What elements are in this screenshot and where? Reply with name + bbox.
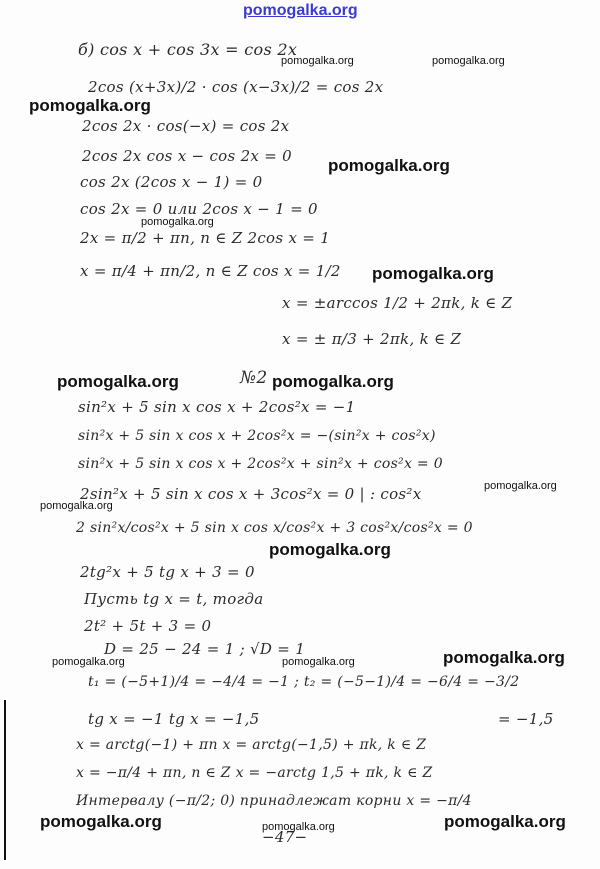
p2-line-1: sin²x + 5 sin x cos x + 2cos²x = −1 <box>78 398 356 416</box>
watermark: pomogalka.org <box>262 821 335 833</box>
watermark: pomogalka.org <box>272 372 394 391</box>
p2-line-4: 2sin²x + 5 sin x cos x + 3cos²x = 0 | : cos²x <box>80 485 422 503</box>
p2-line-14: x = −π/4 + πn, n ∈ Z x = −arctg 1,5 + πk, k ∈ Z <box>76 765 433 781</box>
watermark: pomogalka.org <box>29 96 151 115</box>
p2-line-10: t₁ = (−5+1)/4 = −4/4 = −1 ; t₂ = (−5−1)/4 = −6/4 = −3/2 <box>88 674 520 690</box>
watermark: pomogalka.org <box>372 264 494 283</box>
p2-line-5: 2 sin²x/cos²x + 5 sin x cos x/cos²x + 3 cos²x/cos²x = 0 <box>76 520 473 536</box>
p2-line-13: x = arctg(−1) + πn x = arctg(−1,5) + πk, k ∈ Z <box>76 737 427 753</box>
watermark: pomogalka.org <box>40 500 113 512</box>
watermark: pomogalka.org <box>328 156 450 175</box>
watermark: pomogalka.org <box>443 648 565 667</box>
p2-line-15: Интервалу (−π/2; 0) принадлежат корни x = −π/4 <box>76 793 472 809</box>
page-number: −47− <box>262 828 308 846</box>
watermark-top: pomogalka.org <box>243 2 358 19</box>
watermark: pomogalka.org <box>40 812 162 831</box>
watermark: pomogalka.org <box>281 55 354 67</box>
p2-line-12: tg x = −1 tg x = −1,5 <box>88 710 260 728</box>
p1-line-9: x = ±arccos 1/2 + 2πk, k ∈ Z <box>282 294 513 312</box>
p1-line-5: cos 2x (2cos x − 1) = 0 <box>80 173 263 191</box>
watermark: pomogalka.org <box>484 480 557 492</box>
p2-line-11: = −1,5 <box>498 710 554 728</box>
watermark: pomogalka.org <box>52 656 125 668</box>
p1-line-7: 2x = π/2 + πn, n ∈ Z 2cos x = 1 <box>80 229 331 247</box>
p1-line-4: 2cos 2x cos x − cos 2x = 0 <box>82 147 293 165</box>
watermark: pomogalka.org <box>269 540 391 559</box>
p2-line-3: sin²x + 5 sin x cos x + 2cos²x + sin²x + cos²x = 0 <box>78 456 443 472</box>
p1-line-6: cos 2x = 0 или 2cos x − 1 = 0 <box>80 200 318 218</box>
p1-line-3: 2cos 2x · cos(−x) = cos 2x <box>82 117 290 135</box>
watermark: pomogalka.org <box>444 812 566 831</box>
margin-line <box>4 700 6 860</box>
p2-line-9: D = 25 − 24 = 1 ; √D = 1 <box>104 640 306 658</box>
watermark: pomogalka.org <box>141 216 214 228</box>
watermark: pomogalka.org <box>432 55 505 67</box>
p2-line-8: 2t² + 5t + 3 = 0 <box>84 617 212 635</box>
p1-line-1: б) cos x + cos 3x = cos 2x <box>78 40 298 59</box>
p2-line-7: Пусть tg x = t, тогда <box>84 590 264 608</box>
p2-line-6: 2tg²x + 5 tg x + 3 = 0 <box>80 563 255 581</box>
p2-number: №2 <box>240 368 268 388</box>
watermark: pomogalka.org <box>282 656 355 668</box>
p1-line-2: 2cos (x+3x)/2 · cos (x−3x)/2 = cos 2x <box>88 78 384 96</box>
watermark: pomogalka.org <box>57 372 179 391</box>
p1-line-10: x = ± π/3 + 2πk, k ∈ Z <box>282 330 462 348</box>
p2-line-2: sin²x + 5 sin x cos x + 2cos²x = −(sin²x + cos²x) <box>78 428 436 444</box>
p1-line-8: x = π/4 + πn/2, n ∈ Z cos x = 1/2 <box>80 262 341 280</box>
